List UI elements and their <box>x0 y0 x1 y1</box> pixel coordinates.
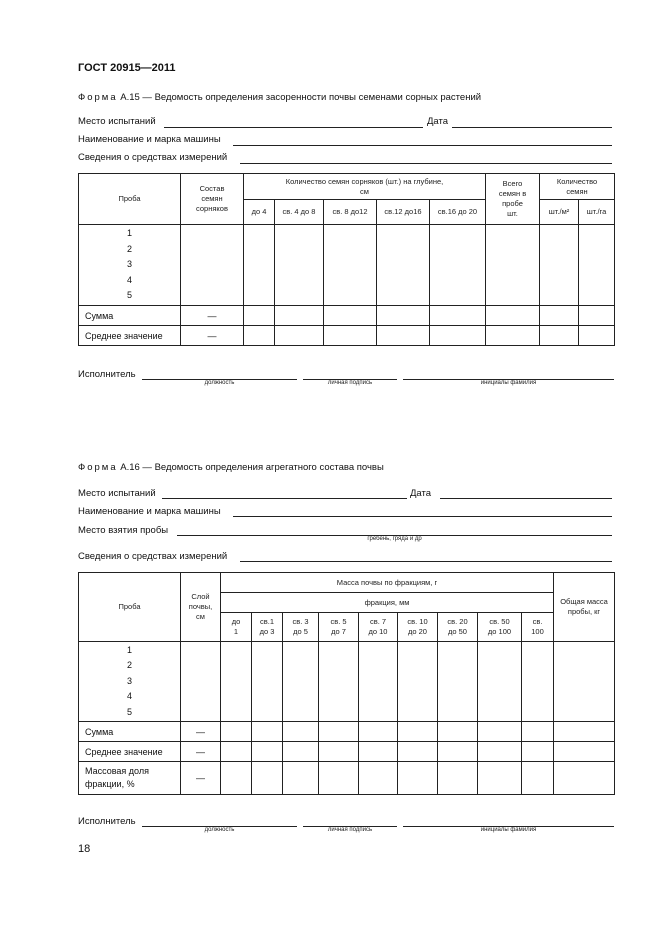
fraction-from: св. 3 <box>292 617 309 626</box>
form16-forma-word: Форма <box>78 462 118 473</box>
fraction-from: до <box>231 617 241 626</box>
page-number: 18 <box>78 843 91 855</box>
form15-position-caption: должность <box>204 380 235 386</box>
form16-fraction-7 <box>438 613 478 642</box>
fraction-to: до 50 <box>448 627 467 636</box>
form16-fraction-8 <box>478 613 522 642</box>
table-cell[interactable] <box>540 306 579 326</box>
table-cell[interactable] <box>430 306 486 326</box>
table-cell[interactable] <box>522 642 554 722</box>
table-cell[interactable] <box>244 326 275 346</box>
form16-sum-row <box>79 722 615 742</box>
form15-depth-3: св. 8 до12 <box>324 200 377 225</box>
table-cell[interactable] <box>438 642 478 722</box>
form16-col-obshaya: Общая масса пробы, кг <box>554 573 615 642</box>
form15-depth-2: св. 4 до 8 <box>275 200 324 225</box>
form15-avg-label: Среднее значение <box>79 326 181 346</box>
form15-place-field[interactable] <box>164 127 423 128</box>
table-cell[interactable] <box>319 742 359 762</box>
form15-sum-dash: — <box>181 306 244 326</box>
form15-samples-row <box>79 225 615 306</box>
form15-col-kolvo: Количество семян сорняков (шт.) на глубине, см <box>244 174 486 200</box>
form16-sample-place-caption: гребень, гряда и др <box>367 536 422 542</box>
table-cell[interactable] <box>359 722 398 742</box>
table-cell[interactable] <box>554 742 615 762</box>
form16-place-label: Место испытаний <box>78 488 156 499</box>
table-cell[interactable] <box>221 742 252 762</box>
table-cell[interactable] <box>478 642 522 722</box>
fraction-to: 1 <box>233 627 239 636</box>
form16-place-field[interactable] <box>162 498 407 499</box>
form15-signature-caption: личная подпись <box>327 380 373 386</box>
table-cell[interactable] <box>579 306 615 326</box>
table-cell[interactable] <box>244 306 275 326</box>
form15-title-text: А.15 — Ведомость определения засоренности почвы семенами сорных растений <box>117 92 482 103</box>
table-cell[interactable] <box>275 326 324 346</box>
form16-sample-1: 1 <box>126 644 132 655</box>
table-cell[interactable] <box>252 642 283 722</box>
table-cell[interactable] <box>522 722 554 742</box>
fraction-to: до 7 <box>331 627 346 636</box>
table-cell[interactable] <box>398 722 438 742</box>
form16-sample-place-label: Место взятия пробы <box>78 525 169 536</box>
form16-mass-row <box>79 762 615 795</box>
form15-sample-3: 3 <box>126 259 132 270</box>
form16-fraction-4 <box>319 613 359 642</box>
form16-position-caption: должность <box>204 827 235 833</box>
fraction-to: до 10 <box>368 627 388 636</box>
form15-sample-5: 5 <box>126 290 132 301</box>
table-cell[interactable] <box>275 225 324 306</box>
form15-sample-2: 2 <box>126 243 132 254</box>
table-cell[interactable] <box>486 225 540 306</box>
table-cell[interactable] <box>283 742 319 762</box>
form15-sample-1: 1 <box>126 228 132 239</box>
form15-col-sostav: Состав семян сорняков <box>181 174 244 225</box>
form15-avg-dash: — <box>181 326 244 346</box>
form16-sum-dash: — <box>181 722 221 742</box>
form16-machine-label: Наименование и марка машины <box>78 506 221 517</box>
table-cell[interactable] <box>252 722 283 742</box>
form16-samples-row <box>79 642 615 722</box>
form16-sample-2: 2 <box>126 660 132 671</box>
fraction-from: св. 7 <box>369 617 387 626</box>
form15-depth-4: св.12 до16 <box>377 200 430 225</box>
form16-avg-label: Среднее значение <box>79 742 181 762</box>
table-cell[interactable] <box>221 722 252 742</box>
form16-mass-label: Массовая доля фракции, % <box>79 762 181 795</box>
form15-place-label: Место испытаний <box>78 116 156 127</box>
form16-sample-4: 4 <box>126 691 132 702</box>
form16-title-text: А.16 — Ведомость определения агрегатного состава почвы <box>117 462 384 473</box>
form16-avg-row <box>79 742 615 762</box>
form15-depth-5: св.16 до 20 <box>430 200 486 225</box>
table-cell[interactable] <box>324 326 377 346</box>
table-cell[interactable] <box>438 722 478 742</box>
form15-unit-ga: шт./га <box>579 200 615 225</box>
table-cell[interactable] <box>486 326 540 346</box>
form15-title <box>78 92 481 103</box>
table-cell[interactable] <box>540 225 579 306</box>
table-cell[interactable] <box>579 225 615 306</box>
form16-mass-dash: — <box>181 762 221 795</box>
table-cell[interactable] <box>283 722 319 742</box>
table-cell[interactable] <box>275 306 324 326</box>
form16-date-field[interactable] <box>440 498 612 499</box>
form15-sample-4: 4 <box>126 274 132 285</box>
table-cell[interactable] <box>398 762 438 795</box>
fraction-from: св. 50 <box>489 617 510 626</box>
fraction-to: до 3 <box>259 627 275 636</box>
form15-sum-row <box>79 306 615 326</box>
form15-means-field[interactable] <box>240 163 612 164</box>
form16-date-label: Дата <box>410 488 432 499</box>
form16-fraction-1 <box>221 613 252 642</box>
form15-forma-word: Форма <box>78 92 118 103</box>
table-cell[interactable] <box>522 742 554 762</box>
form15-depth-1: до 4 <box>244 200 275 225</box>
table-cell[interactable] <box>377 306 430 326</box>
table-cell[interactable] <box>324 306 377 326</box>
form15-table <box>78 173 615 346</box>
form16-name-caption: инициалы фамилия <box>480 827 537 833</box>
table-cell[interactable] <box>319 762 359 795</box>
table-cell[interactable] <box>579 326 615 346</box>
form16-machine-field[interactable] <box>233 516 612 517</box>
form16-fraction-6 <box>398 613 438 642</box>
table-cell[interactable] <box>478 722 522 742</box>
table-cell[interactable] <box>478 742 522 762</box>
table-cell[interactable] <box>398 742 438 762</box>
table-cell[interactable] <box>522 762 554 795</box>
table-cell[interactable] <box>319 642 359 722</box>
table-cell[interactable] <box>324 225 377 306</box>
form16-fraction-2 <box>252 613 283 642</box>
form15-col-kolsem: Количество семян <box>540 174 615 200</box>
table-cell[interactable] <box>377 326 430 346</box>
fraction-to: 100 <box>531 627 544 636</box>
table-cell[interactable] <box>540 326 579 346</box>
table-cell[interactable] <box>283 642 319 722</box>
table-cell[interactable] <box>430 326 486 346</box>
form16-means-label: Сведения о средствах измерений <box>78 551 228 562</box>
table-cell[interactable] <box>319 722 359 742</box>
table-cell[interactable] <box>554 762 615 795</box>
form16-col-frakciya: фракция, мм <box>221 593 554 613</box>
table-cell[interactable] <box>181 642 221 722</box>
table-cell[interactable] <box>554 722 615 742</box>
table-cell[interactable] <box>359 742 398 762</box>
form15-unit-m2: шт./м² <box>540 200 579 225</box>
table-cell[interactable] <box>221 762 252 795</box>
document-header: ГОСТ 20915—2011 <box>78 62 176 74</box>
table-cell[interactable] <box>252 742 283 762</box>
table-cell[interactable] <box>430 225 486 306</box>
fraction-from: св. 20 <box>447 617 468 626</box>
table-cell[interactable] <box>244 225 275 306</box>
form16-sample-3: 3 <box>126 675 132 686</box>
form15-date-field[interactable] <box>452 127 612 128</box>
table-cell[interactable] <box>252 762 283 795</box>
table-cell[interactable] <box>554 642 615 722</box>
form16-col-massa: Масса почвы по фракциям, г <box>221 573 554 593</box>
form16-title <box>78 462 384 473</box>
form15-col-proba: Проба <box>79 174 181 225</box>
form15-sample-numbers <box>79 225 181 306</box>
table-cell[interactable] <box>398 642 438 722</box>
form15-executor-label: Исполнитель <box>78 369 136 380</box>
form15-col-vsego: Всего семян в пробе шт. <box>486 174 540 225</box>
form15-machine-label: Наименование и марка машины <box>78 134 221 145</box>
fraction-from: св. 5 <box>330 617 347 626</box>
table-cell[interactable] <box>478 762 522 795</box>
table-cell[interactable] <box>377 225 430 306</box>
fraction-to: до 20 <box>408 627 427 636</box>
form15-avg-row <box>79 326 615 346</box>
form16-means-field[interactable] <box>240 561 612 562</box>
fraction-from: св.1 <box>260 617 274 626</box>
table-cell[interactable] <box>221 642 252 722</box>
form15-sum-label: Сумма <box>79 306 181 326</box>
form16-sum-label: Сумма <box>79 722 181 742</box>
table-cell[interactable] <box>438 762 478 795</box>
fraction-from: св. <box>532 617 543 626</box>
form16-executor-label: Исполнитель <box>78 816 136 827</box>
form16-col-sloy: Слой почвы, см <box>181 573 221 642</box>
form16-fraction-9 <box>522 613 554 642</box>
form16-signature-caption: личная подпись <box>327 827 373 833</box>
form15-date-label: Дата <box>427 116 449 127</box>
form15-name-caption: инициалы фамилия <box>480 380 537 386</box>
table-cell[interactable] <box>359 762 398 795</box>
table-cell[interactable] <box>359 642 398 722</box>
form16-table <box>78 572 615 795</box>
form16-avg-dash: — <box>181 742 221 762</box>
form16-sample-numbers <box>79 642 181 722</box>
fraction-from: св. 10 <box>407 617 428 626</box>
table-cell[interactable] <box>283 762 319 795</box>
table-cell[interactable] <box>438 742 478 762</box>
form16-fraction-5 <box>359 613 398 642</box>
form15-means-label: Сведения о средствах измерений <box>78 152 228 163</box>
form16-col-proba: Проба <box>79 573 181 642</box>
form15-machine-field[interactable] <box>233 145 612 146</box>
table-cell[interactable] <box>486 306 540 326</box>
fraction-to: до 5 <box>293 627 308 636</box>
table-cell[interactable] <box>181 225 244 306</box>
form16-sample-5: 5 <box>126 706 132 717</box>
form16-fraction-3 <box>283 613 319 642</box>
fraction-to: до 100 <box>487 627 512 636</box>
